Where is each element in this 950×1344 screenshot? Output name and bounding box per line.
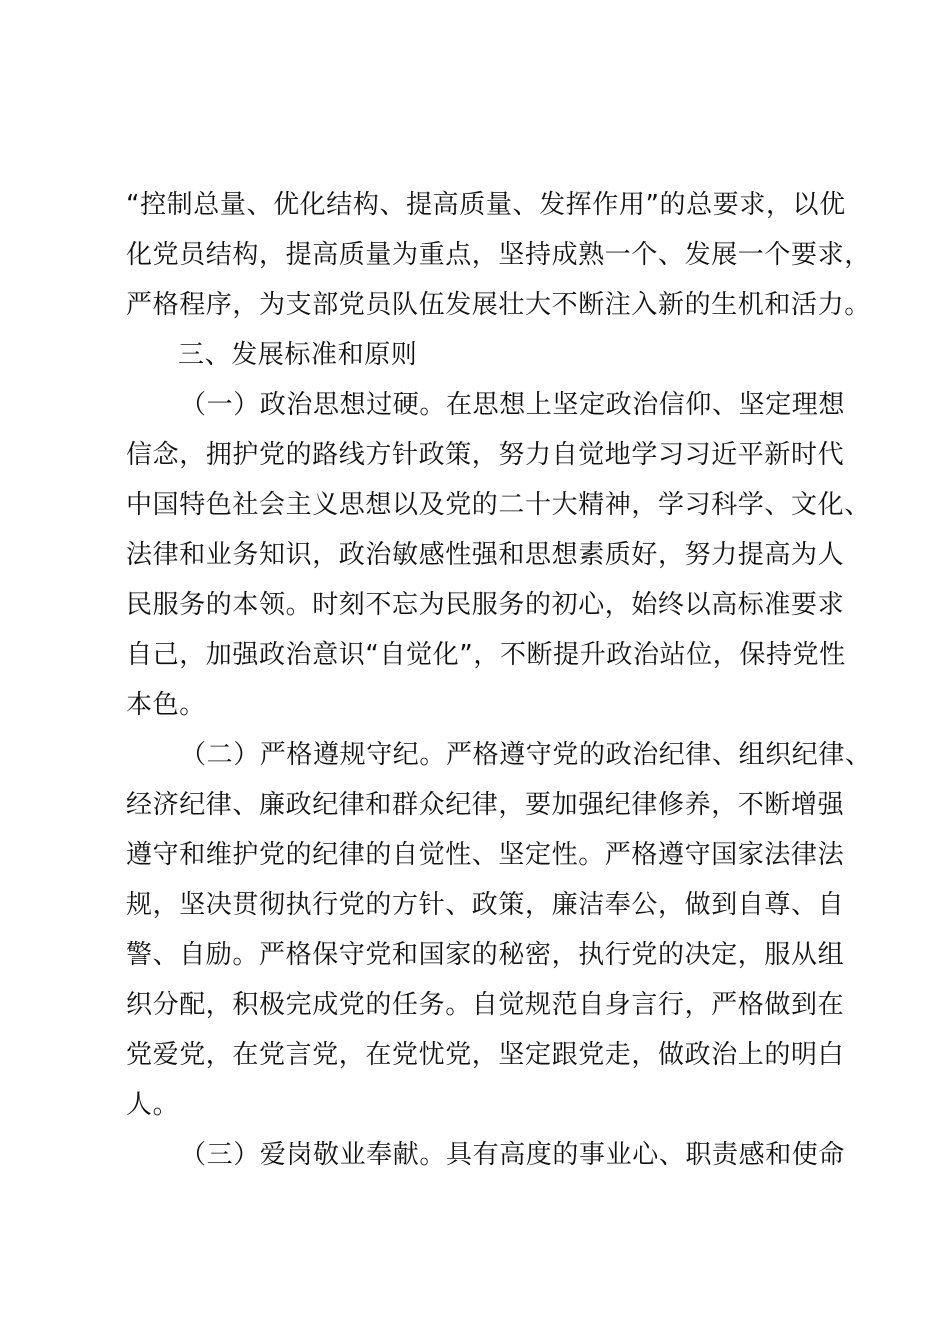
- paragraph-first-line: （一）政治思想过硬。在思想上坚定政治信仰、坚定理想: [180, 390, 846, 420]
- text-line: 本色。: [126, 690, 206, 720]
- text-line: 法律和业务知识，政治敏感性强和思想素质好，努力提高为人: [126, 540, 845, 570]
- text-line: 自己，加强政治意识“自觉化”，不断提升政治站位，保持党性: [126, 640, 846, 670]
- text-line: 人。: [126, 1090, 180, 1120]
- document-body: [126, 180, 872, 1180]
- text-line: 织分配，积极完成党的任务。自觉规范自身言行，严格做到在: [126, 990, 845, 1020]
- text-line: 规，坚决贯彻执行党的方针、政策，廉洁奉公，做到自尊、自: [126, 890, 845, 920]
- text-line: 严格程序，为支部党员队伍发展壮大不断注入新的生机和活力。: [126, 290, 871, 320]
- text-line: 民服务的本领。时刻不忘为民服务的初心，始终以高标准要求: [126, 590, 845, 620]
- text-line: 信念，拥护党的路线方针政策，努力自觉地学习习近平新时代: [126, 440, 845, 470]
- paragraph-first-line: （三）爱岗敬业奉献。具有高度的事业心、职责感和使命: [180, 1140, 846, 1170]
- text-line: 经济纪律、廉政纪律和群众纪律，要加强纪律修养，不断增强: [126, 790, 845, 820]
- text-line: 中国特色社会主义思想以及党的二十大精神，学习科学、文化、: [126, 490, 871, 520]
- text-line: 遵守和维护党的纪律的自觉性、坚定性。严格遵守国家法律法: [126, 840, 845, 870]
- text-line: “控制总量、优化结构、提高质量、发挥作用”的总要求，以优: [126, 190, 846, 220]
- section-heading: 三、发展标准和原则: [178, 340, 418, 370]
- text-line: 化党员结构，提高质量为重点，坚持成熟一个、发展一个要求，: [126, 240, 871, 270]
- text-line: 党爱党，在党言党，在党忧党，坚定跟党走，做政治上的明白: [126, 1040, 845, 1070]
- paragraph-first-line: （二）严格遵规守纪。严格遵守党的政治纪律、组织纪律、: [180, 740, 872, 770]
- text-line: 警、自励。严格保守党和国家的秘密，执行党的决定，服从组: [126, 940, 845, 970]
